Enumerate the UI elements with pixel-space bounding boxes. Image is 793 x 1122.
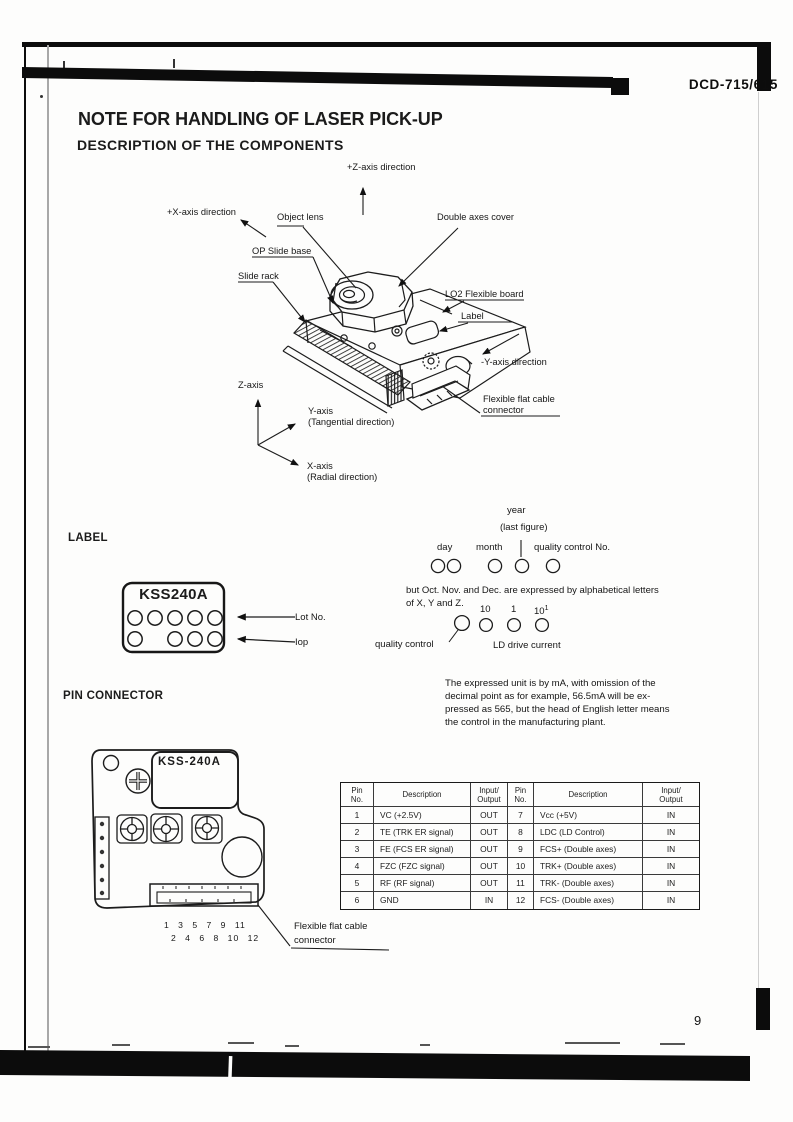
- col-header-io: Input/ Output: [643, 783, 699, 807]
- callout-double-axes-cover: Double axes cover: [437, 212, 514, 222]
- callout-ffc-line2: connector: [483, 405, 524, 415]
- table-cell: IN: [471, 892, 508, 909]
- table-cell: 12: [508, 892, 534, 909]
- col-header-description: Description: [374, 783, 471, 807]
- section-heading-description: DESCRIPTION OF THE COMPONENTS: [77, 137, 344, 153]
- exponent: 1: [544, 605, 549, 612]
- table-cell: 8: [508, 824, 534, 841]
- col-header-io: Input/ Output: [471, 783, 508, 807]
- pin-assignment-table: [340, 782, 700, 910]
- col-header-description: Description: [534, 783, 643, 807]
- table-cell: IN: [643, 858, 699, 875]
- pin-connector-part-number: KSS-240A: [158, 756, 221, 768]
- table-cell: IN: [643, 875, 699, 892]
- ffc-label-line2: connector: [294, 935, 336, 946]
- table-cell: 7: [508, 807, 534, 824]
- callout-op-slide-base: OP Slide base: [252, 246, 312, 256]
- callout-minus-y: -Y-axis direction: [481, 357, 547, 367]
- table-cell: OUT: [471, 807, 508, 824]
- table-cell: 10: [508, 858, 534, 875]
- table-cell: IN: [643, 824, 699, 841]
- table-cell: TE (TRK ER signal): [374, 824, 471, 841]
- section-heading-label: LABEL: [68, 532, 108, 544]
- day-label: day: [437, 542, 453, 553]
- axis-x-label: X-axis: [307, 461, 333, 471]
- table-cell: Vcc (+5V): [534, 807, 643, 824]
- month-exception-note-line1: but Oct. Nov. and Dec. are expressed by alphabetical letters: [406, 585, 659, 596]
- table-cell: IN: [643, 841, 699, 858]
- table-cell: IN: [643, 807, 699, 824]
- section-heading-pin-connector: PIN CONNECTOR: [63, 690, 164, 702]
- table-cell: 4: [341, 858, 374, 875]
- callout-plus-z: +Z-axis direction: [347, 162, 416, 172]
- table-cell: 1: [341, 807, 374, 824]
- callout-ffc-line1: Flexible flat cable: [483, 394, 555, 404]
- table-cell: OUT: [471, 875, 508, 892]
- axis-y-label: Y-axis: [308, 406, 333, 416]
- callout-lo2-board: LO2 Flexible board: [445, 289, 524, 299]
- unit-note-line4: the control in the manufacturing plant.: [445, 717, 606, 728]
- table-cell: LDC (LD Control): [534, 824, 643, 841]
- table-cell: 5: [341, 875, 374, 892]
- table-cell: FE (FCS ER signal): [374, 841, 471, 858]
- table-cell: FCS+ (Double axes): [534, 841, 643, 858]
- page-number: 9: [694, 1013, 702, 1028]
- month-label: month: [476, 542, 503, 553]
- table-cell: 11: [508, 875, 534, 892]
- unit-note-line2: decimal point as for example, 56.5mA will be ex-: [445, 691, 651, 702]
- table-cell: 3: [341, 841, 374, 858]
- table-cell: 6: [341, 892, 374, 909]
- ld-current-circles: [449, 616, 548, 642]
- month-exception-note-line2: of X, Y and Z.: [406, 598, 464, 609]
- axis-y-sublabel: (Tangential direction): [308, 417, 395, 427]
- table-cell: VC (+2.5V): [374, 807, 471, 824]
- axis-x-sublabel: (Radial direction): [307, 472, 378, 482]
- ffc-label-line1: Flexible flat cable: [294, 921, 368, 932]
- table-cell: IN: [666, 895, 676, 905]
- model-badge: DCD-715/615: [688, 77, 778, 92]
- col-header-pin-no: Pin No.: [508, 783, 534, 807]
- unit-note-line1: The expressed unit is by mA, with omission of the: [445, 678, 656, 689]
- table-cell: GND: [374, 892, 471, 909]
- quality-control-no-label: quality control No.: [534, 542, 611, 553]
- callout-label: Label: [461, 311, 484, 321]
- table-cell: TRK- (Double axes): [534, 875, 643, 892]
- scale-10-sup-label: $10^1$: [534, 605, 549, 618]
- table-cell: FZC (FZC signal): [374, 858, 471, 875]
- table-cell: 2: [341, 824, 374, 841]
- table-cell: OUT: [471, 841, 508, 858]
- label-part-number: KSS240A: [139, 586, 208, 603]
- axis-z-label: Z-axis: [238, 380, 264, 390]
- table-cell: OUT: [471, 824, 508, 841]
- col-header-pin-no: Pin No.: [341, 783, 374, 807]
- iop-label: Iop: [295, 637, 309, 648]
- year-sublabel: (last figure): [500, 522, 548, 533]
- year-label: year: [507, 505, 526, 516]
- table-cell: FCS- (Double axes): [534, 892, 643, 909]
- page-title: NOTE FOR HANDLING OF LASER PICK-UP: [78, 109, 443, 129]
- callout-object-lens: Object lens: [277, 212, 324, 222]
- table-cell: OUT: [471, 858, 508, 875]
- pin-numbers-even: 2 4 6 8 10 12: [171, 933, 260, 943]
- scale-10-label: 10: [480, 604, 491, 615]
- bottom-bar: [0, 1050, 750, 1081]
- lot-no-label: Lot No.: [295, 612, 326, 623]
- unit-note-line3: pressed as 565, but the head of English letter means: [445, 704, 670, 715]
- scale-1-label: 1: [511, 604, 517, 615]
- callout-slide-rack: Slide rack: [238, 271, 279, 281]
- pin-numbers-odd: 1 3 5 7 9 11: [164, 920, 246, 930]
- header-bar: [22, 67, 629, 95]
- table-cell: RF (RF signal): [374, 875, 471, 892]
- ld-drive-current-label: LD drive current: [493, 640, 561, 651]
- table-cell: TRK+ (Double axes): [534, 858, 643, 875]
- quality-control-label: quality control: [375, 639, 434, 650]
- callout-plus-x: +X-axis direction: [167, 207, 236, 217]
- table-cell: 9: [508, 841, 534, 858]
